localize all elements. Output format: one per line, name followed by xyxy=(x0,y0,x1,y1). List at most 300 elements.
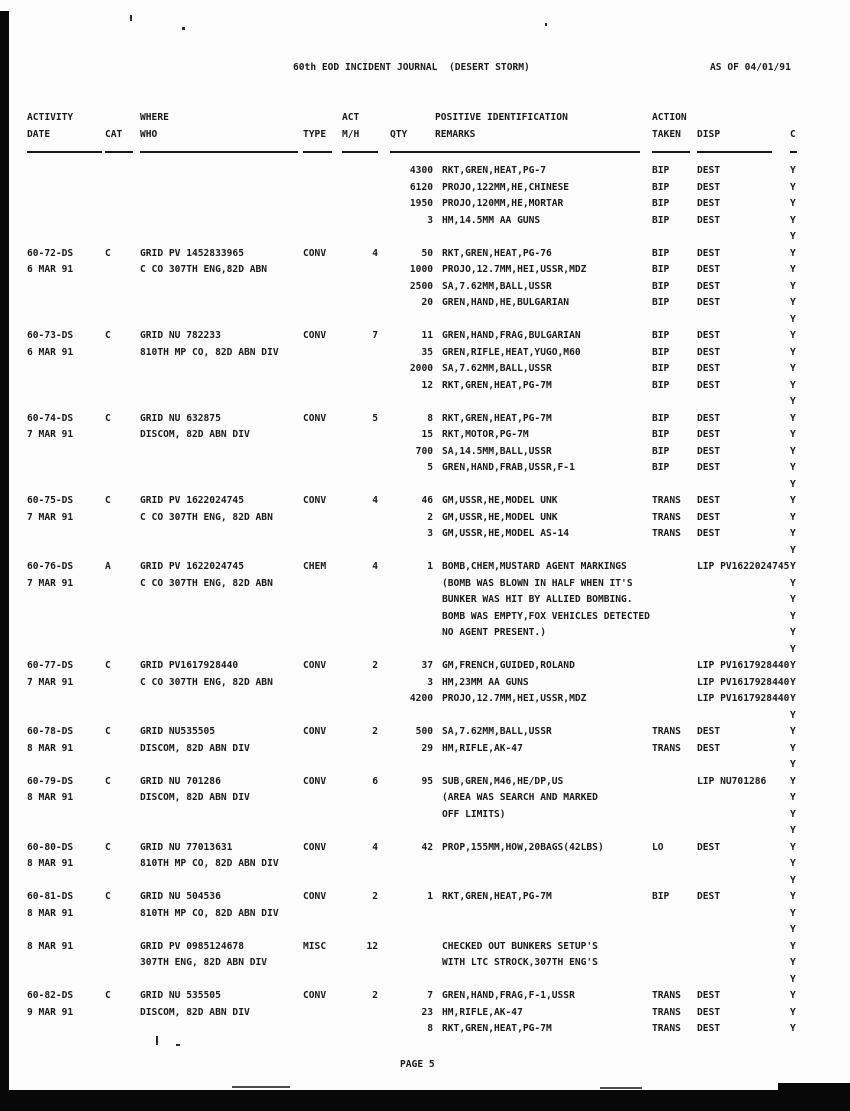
quantity: 1950 xyxy=(409,198,433,209)
col-header-date: DATE xyxy=(27,129,51,140)
category: C xyxy=(105,247,111,259)
category: C xyxy=(105,412,111,424)
header-rule xyxy=(390,151,640,153)
remark: GREN,HAND,FRAG,F-1,USSR xyxy=(442,990,575,1001)
complete-flag: Y xyxy=(790,528,796,539)
quantity: 1000 xyxy=(409,264,433,275)
where-who: GRID PV 1452833965 xyxy=(140,247,244,259)
scan-speck xyxy=(545,23,547,26)
col-header-type: TYPE xyxy=(303,129,327,140)
action-taken: TRANS xyxy=(652,1023,681,1034)
remark: HM,RIFLE,AK-47 xyxy=(442,1006,523,1018)
action-taken: BIP xyxy=(652,330,670,341)
journal-line xyxy=(0,691,850,708)
journal-line xyxy=(0,328,850,345)
category: C xyxy=(105,841,111,853)
disposition: DEST xyxy=(697,742,721,754)
where-who: GRID PV 1622024745 xyxy=(140,561,244,572)
journal-line xyxy=(0,543,850,560)
complete-flag: Y xyxy=(790,561,796,572)
complete-flag: Y xyxy=(790,693,796,704)
remark: SA,7.62MM,BALL,USSR xyxy=(442,726,552,737)
journal-line xyxy=(0,427,850,444)
action-taken: BIP xyxy=(652,891,670,902)
journal-line xyxy=(0,807,850,824)
journal-line xyxy=(0,592,850,609)
quantity: 7 xyxy=(427,990,433,1001)
incident-type: CONV xyxy=(303,841,327,853)
complete-flag: Y xyxy=(790,924,796,935)
category: C xyxy=(105,495,111,506)
action-taken: BIP xyxy=(652,280,670,292)
action-taken: BIP xyxy=(652,462,670,473)
journal-line xyxy=(0,609,850,626)
category: C xyxy=(105,660,111,671)
action-taken: TRANS xyxy=(652,511,681,523)
journal-line xyxy=(0,1005,850,1022)
disposition: DEST xyxy=(697,214,721,226)
complete-flag: Y xyxy=(790,742,796,754)
where-who: DISCOM, 82D ABN DIV xyxy=(140,792,250,803)
remark: (AREA WAS SEARCH AND MARKED xyxy=(442,792,598,803)
activity-date: 8 MAR 91 xyxy=(27,792,74,803)
complete-flag: Y xyxy=(790,379,796,391)
journal-line xyxy=(0,444,850,461)
incident-type: MISC xyxy=(303,940,327,952)
journal-line xyxy=(0,889,850,906)
scan-edge-corner xyxy=(778,1083,850,1111)
quantity: 8 xyxy=(427,1023,433,1034)
complete-flag: Y xyxy=(790,676,796,688)
disposition: DEST xyxy=(697,379,721,391)
complete-flag: Y xyxy=(790,610,796,622)
complete-flag: Y xyxy=(790,808,796,820)
journal-line xyxy=(0,873,850,890)
complete-flag: Y xyxy=(790,511,796,523)
quantity: 23 xyxy=(421,1006,433,1018)
quantity: 4300 xyxy=(409,165,433,176)
action-taken: TRANS xyxy=(652,742,681,754)
complete-flag: Y xyxy=(790,346,796,358)
journal-line xyxy=(0,180,850,197)
quantity: 3 xyxy=(427,214,433,226)
action-taken: LO xyxy=(652,841,664,853)
where-who: GRID PV 0985124678 xyxy=(140,940,244,952)
journal-line xyxy=(0,196,850,213)
as-of-date: AS OF 04/01/91 xyxy=(710,62,791,73)
where-who: 307TH ENG, 82D ABN DIV xyxy=(140,957,268,968)
complete-flag: Y xyxy=(790,907,796,919)
complete-flag: Y xyxy=(790,940,796,952)
header-rule xyxy=(105,151,133,153)
remark: RKT,GREN,HEAT,PG-7 xyxy=(442,165,546,176)
journal-line xyxy=(0,708,850,725)
quantity: 8 xyxy=(427,412,433,424)
complete-flag: Y xyxy=(790,627,796,638)
complete-flag: Y xyxy=(790,792,796,803)
col-header-pos-id: POSITIVE IDENTIFICATION xyxy=(435,112,568,123)
col-header-where: WHERE xyxy=(140,112,169,123)
disposition: DEST xyxy=(697,165,721,176)
journal-line xyxy=(0,922,850,939)
complete-flag: Y xyxy=(790,445,796,457)
header-rule xyxy=(140,151,298,153)
category: A xyxy=(105,561,111,572)
disposition: DEST xyxy=(697,264,721,275)
disposition: DEST xyxy=(697,841,721,853)
complete-flag: Y xyxy=(790,874,796,886)
journal-line xyxy=(0,823,850,840)
journal-line xyxy=(0,741,850,758)
journal-line xyxy=(0,559,850,576)
action-taken: BIP xyxy=(652,297,670,308)
remark: BOMB WAS EMPTY,FOX VEHICLES DETECTED xyxy=(442,610,650,622)
complete-flag: Y xyxy=(790,841,796,853)
complete-flag: Y xyxy=(790,577,796,589)
activity-date: 60-82-DS xyxy=(27,990,74,1001)
disposition: DEST xyxy=(697,1023,721,1034)
journal-line xyxy=(0,460,850,477)
remark: GM,USSR,HE,MODEL AS-14 xyxy=(442,528,570,539)
page-title: 60th EOD INCIDENT JOURNAL (DESERT STORM) xyxy=(293,62,530,73)
complete-flag: Y xyxy=(790,891,796,902)
where-who: GRID NU 632875 xyxy=(140,412,221,424)
journal-line xyxy=(0,378,850,395)
journal-line xyxy=(0,955,850,972)
journal-line xyxy=(0,988,850,1005)
act-mh: 4 xyxy=(372,495,378,506)
col-header-remarks: REMARKS xyxy=(435,129,476,140)
disposition: LIP NU701286 xyxy=(697,775,767,787)
complete-flag: Y xyxy=(790,544,796,556)
complete-flag: Y xyxy=(790,957,796,968)
col-header-who: WHO xyxy=(140,129,158,140)
activity-date: 60-76-DS xyxy=(27,561,74,572)
incident-type: CHEM xyxy=(303,561,327,572)
quantity: 5 xyxy=(427,462,433,473)
disposition: LIP PV1617928440 xyxy=(697,676,790,688)
activity-date: 60-72-DS xyxy=(27,247,74,259)
incident-type: CONV xyxy=(303,330,327,341)
remark: HM,14.5MM AA GUNS xyxy=(442,214,541,226)
category: C xyxy=(105,726,111,737)
quantity: 42 xyxy=(421,841,433,853)
quantity: 2500 xyxy=(409,280,433,292)
where-who: GRID NU 535505 xyxy=(140,990,221,1001)
complete-flag: Y xyxy=(790,231,796,242)
quantity: 46 xyxy=(421,495,433,506)
col-header-mh: M/H xyxy=(342,129,360,140)
act-mh: 4 xyxy=(372,841,378,853)
disposition: DEST xyxy=(697,1006,721,1018)
journal-line xyxy=(0,229,850,246)
act-mh: 12 xyxy=(366,940,378,952)
complete-flag: Y xyxy=(790,759,796,770)
complete-flag: Y xyxy=(790,462,796,473)
complete-flag: Y xyxy=(790,858,796,869)
scan-speck xyxy=(182,27,185,30)
quantity: 15 xyxy=(421,429,433,440)
quantity: 3 xyxy=(427,528,433,539)
complete-flag: Y xyxy=(790,709,796,721)
activity-date: 6 MAR 91 xyxy=(27,264,74,275)
action-taken: BIP xyxy=(652,181,670,193)
remark: HM,RIFLE,AK-47 xyxy=(442,742,523,754)
disposition: LIP PV1622024745 xyxy=(697,561,790,572)
quantity: 29 xyxy=(421,742,433,754)
complete-flag: Y xyxy=(790,313,796,325)
quantity: 4200 xyxy=(409,693,433,704)
journal-line xyxy=(0,163,850,180)
remark: GREN,HAND,FRAB,USSR,F-1 xyxy=(442,462,575,473)
quantity: 500 xyxy=(415,726,433,737)
quantity: 50 xyxy=(421,247,433,259)
act-mh: 6 xyxy=(372,775,378,787)
quantity: 2000 xyxy=(409,363,433,374)
complete-flag: Y xyxy=(790,775,796,787)
disposition: DEST xyxy=(697,429,721,440)
where-who: 810TH MP CO, 82D ABN DIV xyxy=(140,346,279,358)
act-mh: 5 xyxy=(372,412,378,424)
scan-speck xyxy=(176,1044,180,1046)
activity-date: 8 MAR 91 xyxy=(27,907,74,919)
where-who: GRID NU535505 xyxy=(140,726,216,737)
where-who: C CO 307TH ENG,82D ABN xyxy=(140,264,268,275)
header-rule xyxy=(697,151,772,153)
page-number: PAGE 5 xyxy=(400,1059,435,1070)
quantity: 37 xyxy=(421,660,433,671)
where-who: C CO 307TH ENG, 82D ABN xyxy=(140,577,273,589)
where-who: C CO 307TH ENG, 82D ABN xyxy=(140,676,273,688)
complete-flag: Y xyxy=(790,363,796,374)
remark: PROJO,12.7MM,HEI,USSR,MDZ xyxy=(442,264,587,275)
journal-line xyxy=(0,361,850,378)
activity-date: 7 MAR 91 xyxy=(27,676,74,688)
disposition: DEST xyxy=(697,346,721,358)
journal-line xyxy=(0,345,850,362)
journal-line xyxy=(0,840,850,857)
complete-flag: Y xyxy=(790,198,796,209)
complete-flag: Y xyxy=(790,726,796,737)
disposition: DEST xyxy=(697,990,721,1001)
journal-line xyxy=(0,790,850,807)
journal-line xyxy=(0,246,850,263)
disposition: DEST xyxy=(697,462,721,473)
where-who: GRID NU 504536 xyxy=(140,891,221,902)
journal-line xyxy=(0,394,850,411)
journal-line xyxy=(0,295,850,312)
action-taken: BIP xyxy=(652,198,670,209)
col-header-action: ACTION xyxy=(652,112,687,123)
remark: GREN,HAND,FRAG,BULGARIAN xyxy=(442,330,581,341)
quantity: 6120 xyxy=(409,181,433,193)
complete-flag: Y xyxy=(790,264,796,275)
category: C xyxy=(105,990,111,1001)
incident-type: CONV xyxy=(303,247,327,259)
remark: RKT,GREN,HEAT,PG-7M xyxy=(442,891,552,902)
act-mh: 2 xyxy=(372,726,378,737)
where-who: GRID NU 782233 xyxy=(140,330,221,341)
quantity: 2 xyxy=(427,511,433,523)
activity-date: 60-77-DS xyxy=(27,660,74,671)
act-mh: 7 xyxy=(372,330,378,341)
disposition: DEST xyxy=(697,363,721,374)
act-mh: 4 xyxy=(372,247,378,259)
incident-type: CONV xyxy=(303,990,327,1001)
disposition: DEST xyxy=(697,198,721,209)
complete-flag: Y xyxy=(790,247,796,259)
category: C xyxy=(105,775,111,787)
scan-speck xyxy=(156,1036,158,1045)
complete-flag: Y xyxy=(790,478,796,490)
act-mh: 2 xyxy=(372,660,378,671)
act-mh: 2 xyxy=(372,990,378,1001)
activity-date: 8 MAR 91 xyxy=(27,742,74,754)
action-taken: BIP xyxy=(652,412,670,424)
journal-line xyxy=(0,675,850,692)
quantity: 95 xyxy=(421,775,433,787)
complete-flag: Y xyxy=(790,594,796,605)
activity-date: 9 MAR 91 xyxy=(27,1006,74,1018)
remark: RKT,GREN,HEAT,PG-7M xyxy=(442,1023,552,1034)
where-who: C CO 307TH ENG, 82D ABN xyxy=(140,511,273,523)
header-rule xyxy=(342,151,378,153)
header-rule xyxy=(790,151,797,153)
activity-date: 6 MAR 91 xyxy=(27,346,74,358)
category: C xyxy=(105,891,111,902)
disposition: DEST xyxy=(697,445,721,457)
activity-date: 60-79-DS xyxy=(27,775,74,787)
incident-type: CONV xyxy=(303,891,327,902)
col-header-c: C xyxy=(790,129,796,140)
activity-date: 7 MAR 91 xyxy=(27,511,74,523)
journal-line xyxy=(0,510,850,527)
col-header-taken: TAKEN xyxy=(652,129,681,140)
col-header-cat: CAT xyxy=(105,129,123,140)
complete-flag: Y xyxy=(790,396,796,407)
where-who: DISCOM, 82D ABN DIV xyxy=(140,742,250,754)
journal-line xyxy=(0,972,850,989)
journal-line xyxy=(0,279,850,296)
activity-date: 60-75-DS xyxy=(27,495,74,506)
remark: PROJO,122MM,HE,CHINESE xyxy=(442,181,570,193)
complete-flag: Y xyxy=(790,181,796,193)
disposition: DEST xyxy=(697,495,721,506)
quantity: 12 xyxy=(421,379,433,391)
journal-line xyxy=(0,477,850,494)
complete-flag: Y xyxy=(790,214,796,226)
action-taken: BIP xyxy=(652,264,670,275)
journal-lines xyxy=(0,163,850,1038)
action-taken: TRANS xyxy=(652,495,681,506)
where-who: DISCOM, 82D ABN DIV xyxy=(140,1006,250,1018)
activity-date: 60-74-DS xyxy=(27,412,74,424)
action-taken: TRANS xyxy=(652,726,681,737)
remark: CHECKED OUT BUNKERS SETUP'S xyxy=(442,940,598,952)
col-header-qty: QTY xyxy=(390,129,408,140)
action-taken: TRANS xyxy=(652,990,681,1001)
header-rule xyxy=(652,151,690,153)
disposition: DEST xyxy=(697,511,721,523)
incident-type: CONV xyxy=(303,660,327,671)
complete-flag: Y xyxy=(790,165,796,176)
quantity: 1 xyxy=(427,891,433,902)
journal-line xyxy=(0,724,850,741)
quantity: 11 xyxy=(421,330,433,341)
journal-line xyxy=(0,312,850,329)
where-who: 810TH MP CO, 82D ABN DIV xyxy=(140,907,279,919)
journal-line xyxy=(0,1021,850,1038)
remark: GREN,HAND,HE,BULGARIAN xyxy=(442,297,570,308)
journal-line xyxy=(0,625,850,642)
complete-flag: Y xyxy=(790,429,796,440)
incident-type: CONV xyxy=(303,495,327,506)
where-who: GRID NU 77013631 xyxy=(140,841,233,853)
remark: NO AGENT PRESENT.) xyxy=(442,627,546,638)
journal-line xyxy=(0,576,850,593)
activity-date: 7 MAR 91 xyxy=(27,429,74,440)
action-taken: BIP xyxy=(652,363,670,374)
disposition: DEST xyxy=(697,247,721,259)
where-who: 810TH MP CO, 82D ABN DIV xyxy=(140,858,279,869)
action-taken: BIP xyxy=(652,214,670,226)
remark: PROJO,120MM,HE,MORTAR xyxy=(442,198,564,209)
remark: GM,USSR,HE,MODEL UNK xyxy=(442,511,558,523)
disposition: LIP PV1617928440 xyxy=(697,693,790,704)
incident-type: CONV xyxy=(303,775,327,787)
journal-line xyxy=(0,939,850,956)
activity-date: 60-73-DS xyxy=(27,330,74,341)
where-who: GRID NU 701286 xyxy=(140,775,221,787)
remark: GREN,RIFLE,HEAT,YUGO,M60 xyxy=(442,346,581,358)
category: C xyxy=(105,330,111,341)
complete-flag: Y xyxy=(790,990,796,1001)
remark: RKT,GREN,HEAT,PG-7M xyxy=(442,412,552,424)
disposition: DEST xyxy=(697,297,721,308)
journal-line xyxy=(0,213,850,230)
journal-line xyxy=(0,658,850,675)
remark: PROJO,12.7MM,HEI,USSR,MDZ xyxy=(442,693,587,704)
disposition: LIP PV1617928440 xyxy=(697,660,790,671)
scan-streak xyxy=(600,1087,642,1089)
journal-line xyxy=(0,411,850,428)
act-mh: 4 xyxy=(372,561,378,572)
complete-flag: Y xyxy=(790,297,796,308)
disposition: DEST xyxy=(697,891,721,902)
journal-line xyxy=(0,642,850,659)
complete-flag: Y xyxy=(790,280,796,292)
remark: BOMB,CHEM,MUSTARD AGENT MARKINGS xyxy=(442,561,627,572)
quantity: 20 xyxy=(421,297,433,308)
col-header-disp: DISP xyxy=(697,129,721,140)
col-header-activity: ACTIVITY xyxy=(27,112,74,123)
header-rule xyxy=(27,151,102,153)
action-taken: TRANS xyxy=(652,528,681,539)
disposition: DEST xyxy=(697,412,721,424)
journal-line xyxy=(0,774,850,791)
activity-date: 60-80-DS xyxy=(27,841,74,853)
remark: SA,14.5MM,BALL,USSR xyxy=(442,445,552,457)
remark: WITH LTC STROCK,307TH ENG'S xyxy=(442,957,598,968)
journal-line xyxy=(0,906,850,923)
complete-flag: Y xyxy=(790,495,796,506)
complete-flag: Y xyxy=(790,825,796,836)
remark: GM,USSR,HE,MODEL UNK xyxy=(442,495,558,506)
remark: RKT,MOTOR,PG-7M xyxy=(442,429,529,440)
remark: RKT,GREN,HEAT,PG-76 xyxy=(442,247,552,259)
activity-date: 60-81-DS xyxy=(27,891,74,902)
journal-line xyxy=(0,493,850,510)
